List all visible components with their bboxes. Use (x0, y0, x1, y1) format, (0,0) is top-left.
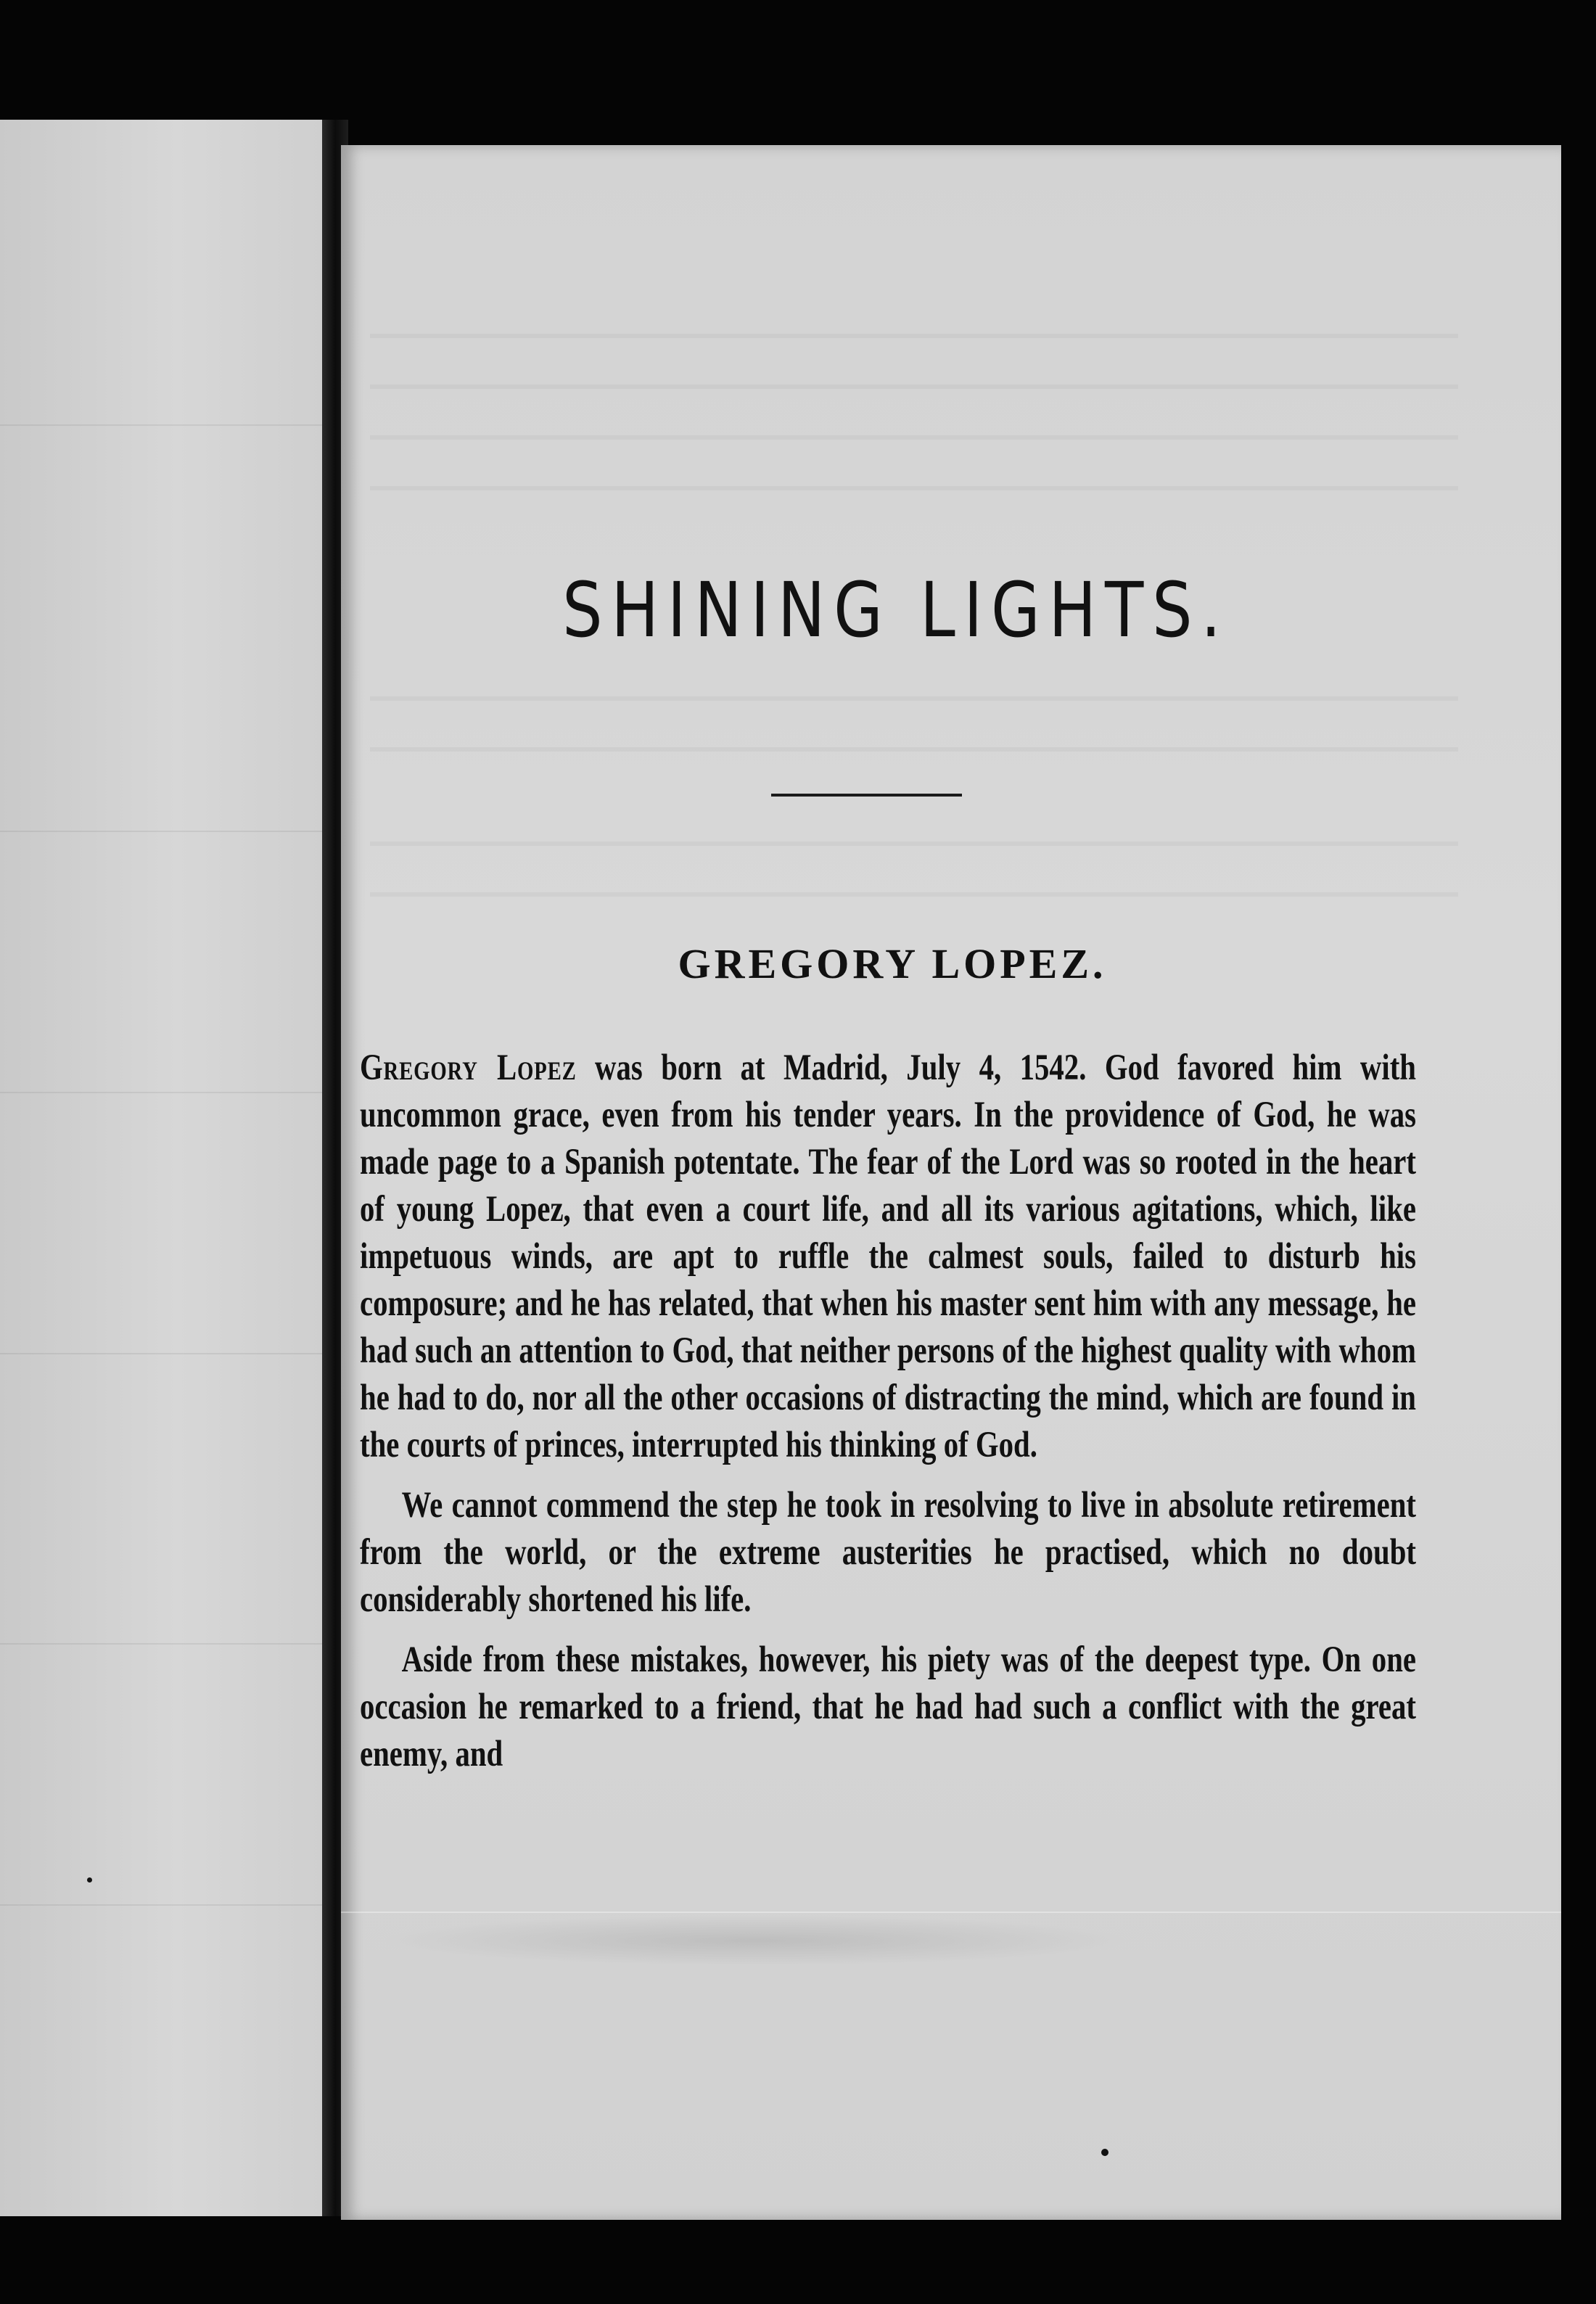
book-title: SHINING LIGHTS. (562, 566, 1230, 654)
paragraph-1 (360, 1045, 1416, 1469)
show-through-line (370, 747, 1458, 752)
opening-name-smallcaps: Gregory Lopez (360, 1048, 577, 1088)
show-through-line (370, 334, 1458, 338)
show-through-line (370, 486, 1458, 490)
book-page (341, 145, 1561, 2220)
show-through-line (370, 435, 1458, 440)
paragraph-2: We cannot commend the step he took in resolving to live in absolute retirement from the world, or the extreme austerities he practised, which no doubt considerably shortened his life. (360, 1485, 1416, 1620)
page-crease (341, 1912, 1561, 1913)
ink-speck (87, 1877, 92, 1883)
bleed-through-line (0, 831, 322, 832)
title-rule (771, 794, 962, 797)
show-through-line (370, 892, 1458, 897)
paragraph-1-text: was born at Madrid, July 4, 1542. God favored him with uncommon grace, even from his tender years. In the providence of God, he was made page to a Spanish potentate. The fear of the Lord was so rooted in the heart of young Lopez, that even a court life, and all its various agitations, which, like impetuous winds, are apt to ruffle the calmest souls, failed to disturb his composure; and he has related, that when his master sent him with any message, he had such an attention to God, that neither persons of the highest quality with whom he had to do, nor all the other occasions of distracting the mind, which are found in the courts of princes, interrupted his thinking of God. (360, 1048, 1417, 1465)
show-through-line (370, 384, 1458, 389)
paragraph-3: Aside from these mistakes, however, his piety was of the deepest type. On one occasion he remarked to a friend, that he had had such a conflict with the great enemy, and (360, 1639, 1416, 1774)
bleed-through-line (0, 1092, 322, 1093)
bleed-through-line (0, 1353, 322, 1354)
bleed-through-line (0, 1643, 322, 1645)
facing-page-left (0, 120, 322, 2216)
bleed-through-line (0, 424, 322, 426)
show-through-line (370, 842, 1458, 846)
body-text (360, 1045, 1416, 1778)
ink-speck (1101, 2149, 1108, 2156)
bleed-through-line (0, 1904, 322, 1906)
show-through-line (370, 696, 1458, 701)
chapter-heading: GREGORY LOPEZ. (678, 940, 1107, 987)
paper-stain (377, 1915, 1132, 1966)
